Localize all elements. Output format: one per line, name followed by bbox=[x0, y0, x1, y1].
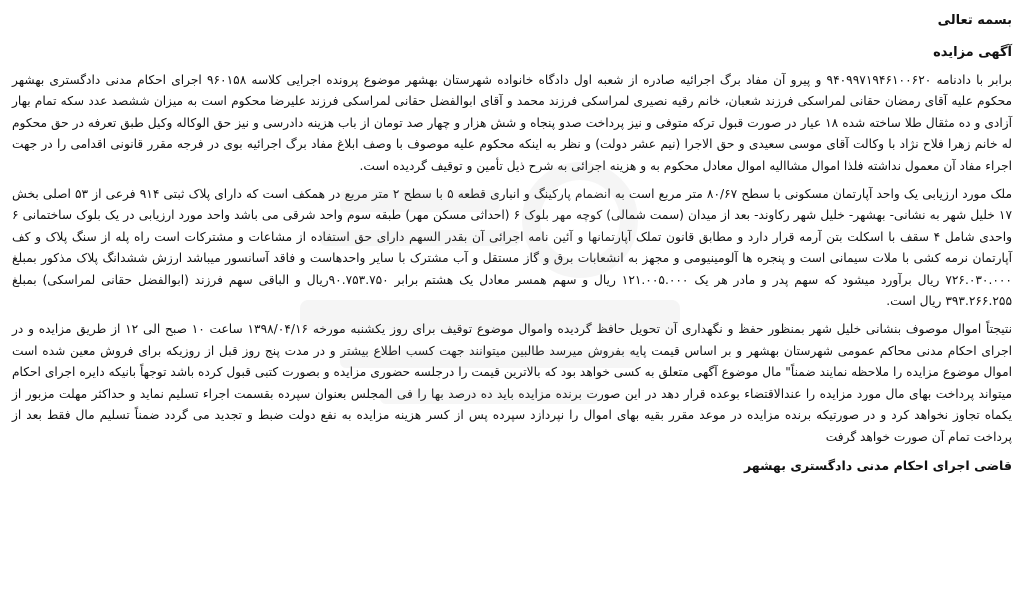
document-title: آگهی مزایده bbox=[933, 45, 1012, 60]
document-heading: بسمه تعالی bbox=[937, 13, 1012, 28]
issuer-signature: قاضی اجرای احکام مدنی دادگستری بهشهر bbox=[743, 457, 1012, 473]
notice-paragraph-2: ملک مورد ارزیابی یک واحد آپارتمان مسکونی با سطح ۸۰/۶۷ متر مربع است به انضمام پارکینگ و انباری قطعه ۵ با سطح ۲ متر مربع در همکف است که دارای پلاک ثبتی ۹۱۴ فرعی از ۵۳ اصلی بخش ۱۷ خلیل شهر به نشانی- بهشهر- خلیل شهر رکاوند- بعد از میدان (سمت شمالی) کوچه مهر بلوک ۶ (احداثی مسکن مهر) طبقه سوم واحد شرقی می باشد واحد مورد ارزیابی در یک بلوک ساختمانی ۶ واحدی شامل ۴ سقف با اسکلت بتن آرمه قرار دارد و مطابق قانون تملک آپارتمانها و آئین نامه اجرائی آن بقدر السهم دارای حق استفاده از مشاعات و مشترکات است راه پله از سنگ پلاک و کف آپارتمان نرمه کشی با ملات سیمانی است و پنجره ها آلومینیومی و مجهز به انشعابات برق و گاز مستقل و آب مشترک با سایر واحدهاست و فاقد آسانسور میباشد ارزش ششدانگ پلاک مذکور بمبلغ ۷۲۶.۰۳۰.۰۰۰ ریال برآورد میشود که سهم پدر و مادر هر یک ۱۲۱.۰۰۵.۰۰۰ ریال و سهم همسر معادل یک هشتم برابر ۹۰.۷۵۳.۷۵۰ریال و الباقی سهم فرزند (ابوالفضل حقانی لمراسکی) بمبلغ ۳۹۳.۲۶۶.۲۵۵ ریال است. bbox=[12, 187, 1012, 309]
notice-paragraph-1: برابر با دادنامه ۹۴۰۹۹۷۱۹۴۶۱۰۰۶۲۰ و پیرو آن مفاد برگ اجرائیه صادره از شعبه اول دادگاه خانواده شهرستان بهشهر موضوع پرونده اجرایی کلاسه ۹۶۰۱۵۸ اجرای احکام مدنی دادگستری بهشهر محکوم علیه آقای رمضان حقانی لمراسکی فرزند شعبان، خانم رقیه نصیری لمراسکی فرزند محمد و آقای ابوالفضل حقانی لمراسکی فرزند علیرضا محکوم است به میزان ششصد عدد سکه تمام بهار آزادی و ده مثقال طلا ساخته شده ۱۸ عیار در صورت قبول ترکه متوفی و نیز پرداخت صدو پنجاه و شش هزار و چهار صد تومان از باب هزینه دادرسی و نیز حق الوکاله وکیل طبق تعرفه در حق محکوم له خانم زهرا فلاح نژاد با وکالت آقای موسی سعیدی و حق الاجرا (نیم عشر دولت) و نظر به اینکه محکوم علیه موصوف با وصف ابلاغ مفاد برگ اجرائیه بوی در فرجه مقرر قانونی اقدامی را در جهت اجراء مفاد آن معمول نداشته فلذا اموال مشاالیه اموال معادل محکوم به و هزینه اجرائی به شرح ذیل تأمین و توقیف گردیده است. bbox=[12, 73, 1012, 173]
notice-paragraph-3: نتیجتاً اموال موصوف بنشانی خلیل شهر بمنظور حفظ و نگهداری آن تحویل حافظ گردیده واموال موضوع توقیف برای روز یکشنبه مورخه ۱۳۹۸/۰۴/۱۶ ساعت ۱۰ صبح الی ۱۲ از طریق مزایده و در اجرای احکام مدنی محاکم عمومی شهرستان بهشهر و بر اساس قیمت پایه بفروش میرسد طالبین میتوانند جهت کسب اطلاع بیشتر و در مدت پنج روز قبل از روزیکه برای فروش معین شده است اموال موضوع مزایده را ملاحظه نمایند ضمناً" مال موضوع آگهی متعلق به کسی خواهد بود که بالاترین قیمت را درجلسه حضوری مزایده و بصورت کتبی قبول کرده باشد توجهاً بانیکه دایره اجرای احکام میتواند پرداخت بهای مال مورد مزایده را عندالاقتضاء بوعده قرار دهد در این صورت برنده مزایده باید ده درصد بها را فی المجلس بعنوان سپرده بقسمت اجراء تسلیم نماید و حداکثر مهلت مزبور از یکماه تجاوز نخواهد کرد و در صورتیکه برنده مزایده در موعد مقرر بقیه بهای اموال را نپردازد سپرده پس از کسر هزینه مزایده به نفع دولت ضبط و تجدید می گردد ضمناً تسلیم مال فقط بعد از پرداخت تمام آن صورت خواهد گرفت bbox=[12, 322, 1013, 444]
